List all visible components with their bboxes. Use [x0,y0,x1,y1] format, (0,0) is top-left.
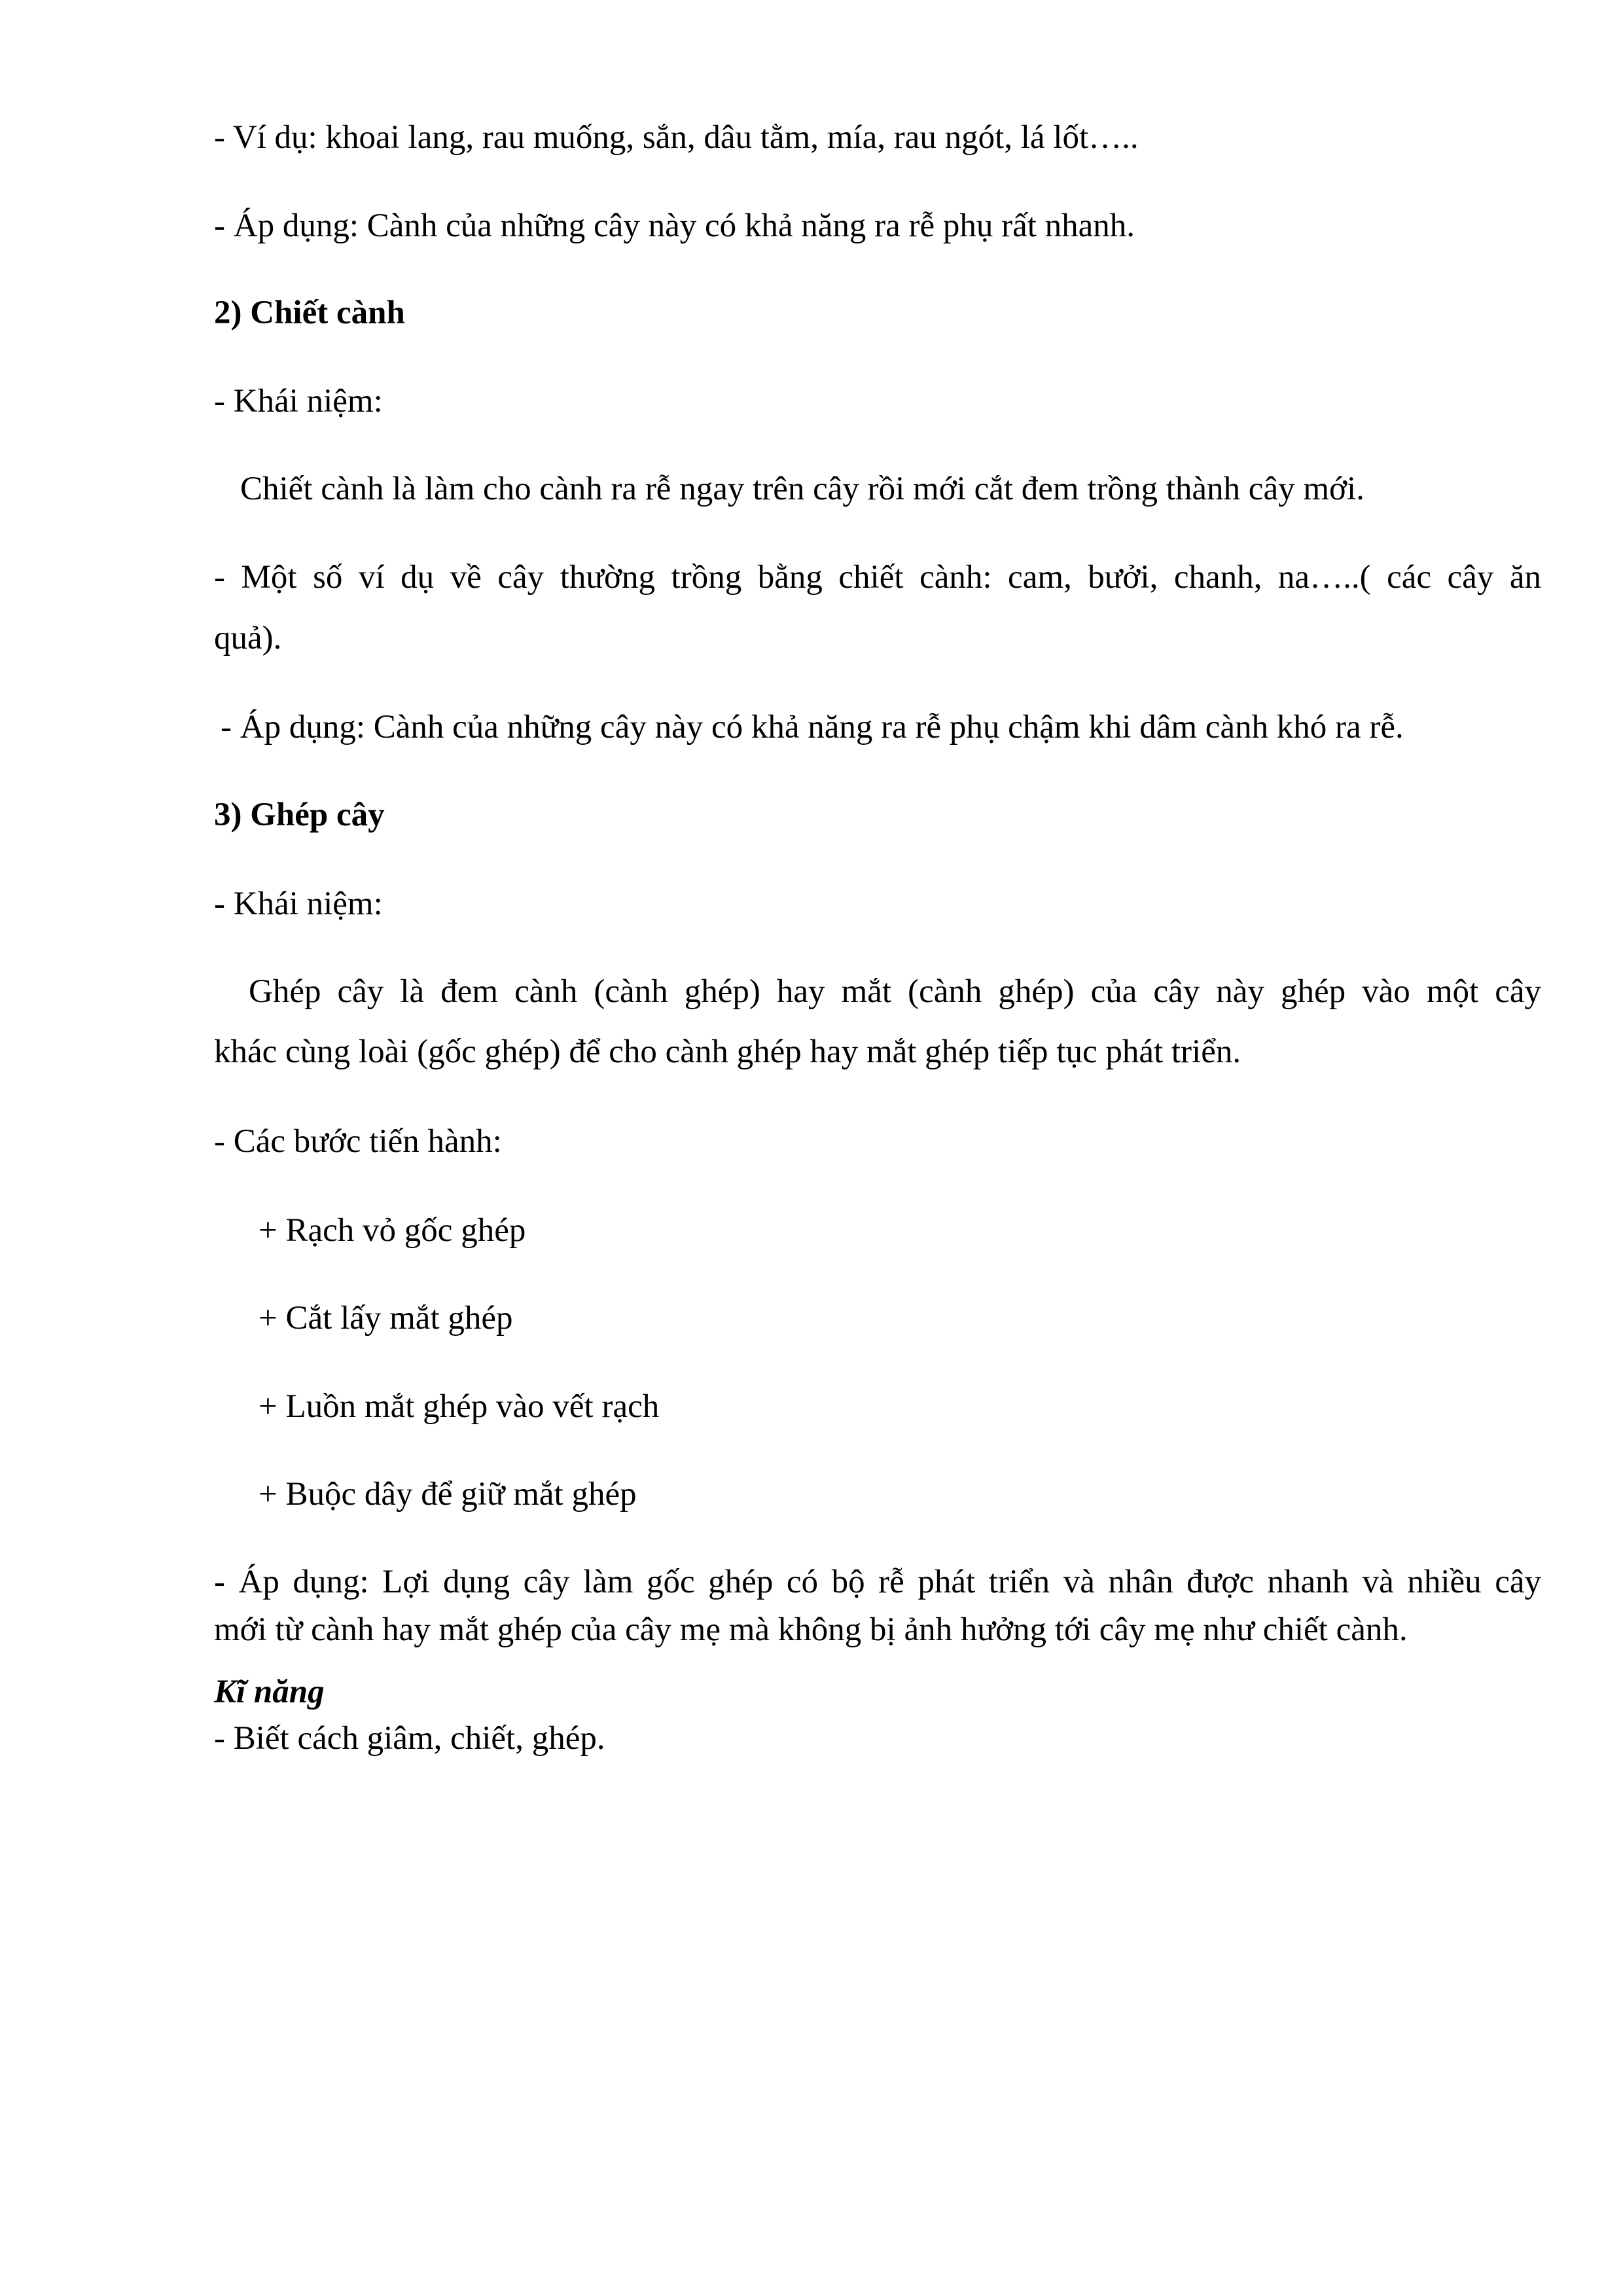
application-line: - Áp dụng: Cành của những cây này có khả năng ra rễ phụ chậm khi dâm cành khó ra rễ. [221,709,1404,745]
example-line: - Ví dụ: khoai lang, rau muống, sắn, dâu tằm, mía, rau ngót, lá lốt….. [214,119,1139,156]
examples-line: - Một số ví dụ về cây thường trồng bằng chiết cành: cam, bưởi, chanh, na…..( các cây ăn [214,559,1541,596]
step-item: + Luồn mắt ghép vào vết rạch [259,1388,660,1425]
concept-definition-continued: khác cùng loài (gốc ghép) để cho cành ghép hay mắt ghép tiếp tục phát triển. [214,1033,1241,1070]
step-item: + Cắt lấy mắt ghép [259,1300,513,1336]
step-item: + Buộc dây để giữ mắt ghép [259,1476,637,1513]
concept-label: - Khái niệm: [214,886,383,922]
section-heading-ghep-cay: 3) Ghép cây [214,797,385,833]
steps-label: - Các bước tiến hành: [214,1123,502,1160]
step-item: + Rạch vỏ gốc ghép [259,1212,526,1249]
skills-heading: Kĩ năng [214,1674,325,1710]
application-line-continued: mới từ cành hay mắt ghép của cây mẹ mà không bị ảnh hưởng tới cây mẹ như chiết cành. [214,1611,1408,1648]
application-line: - Áp dụng: Cành của những cây này có khả năng ra rễ phụ rất nhanh. [214,207,1135,244]
application-line: - Áp dụng: Lợi dụng cây làm gốc ghép có bộ rễ phát triển và nhân được nhanh và nhiều cây [214,1564,1541,1600]
section-heading-chiet-canh: 2) Chiết cành [214,295,405,331]
concept-definition: Chiết cành là làm cho cành ra rễ ngay trên cây rồi mới cắt đem trồng thành cây mới. [240,471,1364,507]
examples-line-continued: quả). [214,620,282,656]
concept-label: - Khái niệm: [214,383,383,420]
skills-item: - Biết cách giâm, chiết, ghép. [214,1720,605,1757]
concept-definition: Ghép cây là đem cành (cành ghép) hay mắt (cành ghép) của cây này ghép vào một cây [249,973,1541,1010]
